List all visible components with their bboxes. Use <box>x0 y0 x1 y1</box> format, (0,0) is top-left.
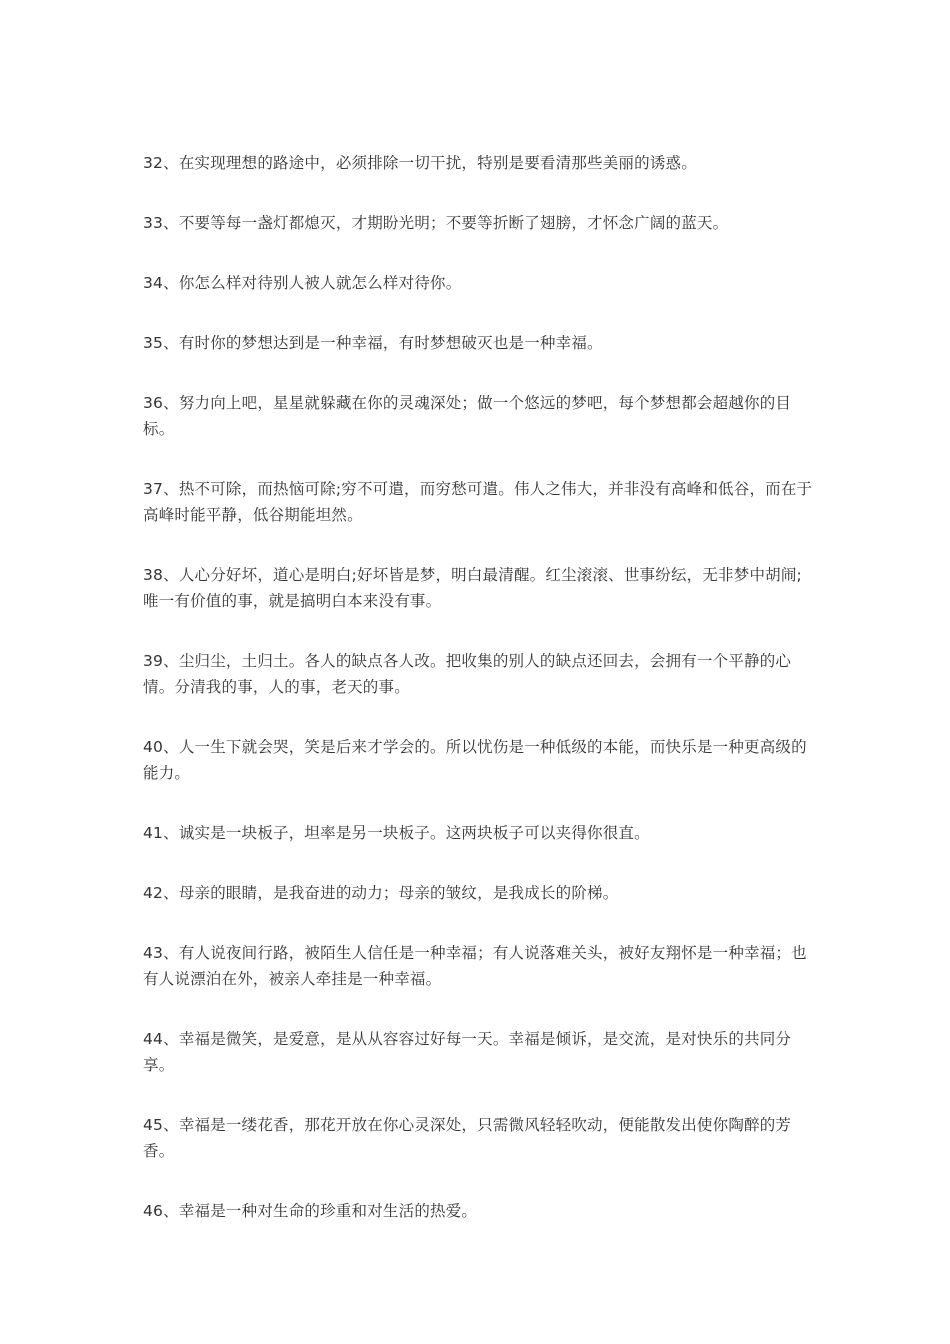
quote-item: 38、人心分好坏，道心是明白;好坏皆是梦，明白最清醒。红尘滚滚、世事纷纭，无非梦中胡闹;唯一有价值的事，就是搞明白本来没有事。 <box>143 566 802 610</box>
quote-list <box>143 150 815 1258</box>
quote-item: 32、在实现理想的路途中，必须排除一切干扰，特别是要看清那些美丽的诱惑。 <box>143 154 697 172</box>
quote-item: 39、尘归尘，土归土。各人的缺点各人改。把收集的别人的缺点还回去，会拥有一个平静的心情。分清我的事，人的事，老天的事。 <box>143 652 792 696</box>
quote-item: 40、人一生下就会哭，笑是后来才学会的。所以忧伤是一种低级的本能，而快乐是一种更高级的能力。 <box>143 738 807 782</box>
quote-item: 33、不要等每一盏灯都熄灭，才期盼光明；不要等折断了翅膀，才怀念广阔的蓝天。 <box>143 214 729 232</box>
quote-item: 45、幸福是一缕花香，那花开放在你心灵深处，只需微风轻轻吹动，便能散发出使你陶醉的芳香。 <box>143 1116 792 1160</box>
quote-item: 42、母亲的眼睛，是我奋进的动力；母亲的皱纹，是我成长的阶梯。 <box>143 884 619 902</box>
quote-item: 37、热不可除，而热恼可除;穷不可遣，而穷愁可遣。伟人之伟大，并非没有高峰和低谷，而在于高峰时能平静，低谷期能坦然。 <box>143 480 813 524</box>
quote-item: 46、幸福是一种对生命的珍重和对生活的热爱。 <box>143 1202 478 1220</box>
quote-item: 36、努力向上吧，星星就躲藏在你的灵魂深处；做一个悠远的梦吧，每个梦想都会超越你的目标。 <box>143 394 792 438</box>
quote-item: 35、有时你的梦想达到是一种幸福，有时梦想破灭也是一种幸福。 <box>143 334 603 352</box>
quote-item: 34、你怎么样对待别人被人就怎么样对待你。 <box>143 274 462 292</box>
quote-item: 41、诚实是一块板子，坦率是另一块板子。这两块板子可以夹得你很直。 <box>143 824 650 842</box>
quote-item: 43、有人说夜间行路，被陌生人信任是一种幸福；有人说落难关头，被好友翔怀是一种幸福；也有人说漂泊在外，被亲人牵挂是一种幸福。 <box>143 944 807 988</box>
quote-item: 44、幸福是微笑，是爱意，是从从容容过好每一天。幸福是倾诉，是交流，是对快乐的共同分享。 <box>143 1030 792 1074</box>
